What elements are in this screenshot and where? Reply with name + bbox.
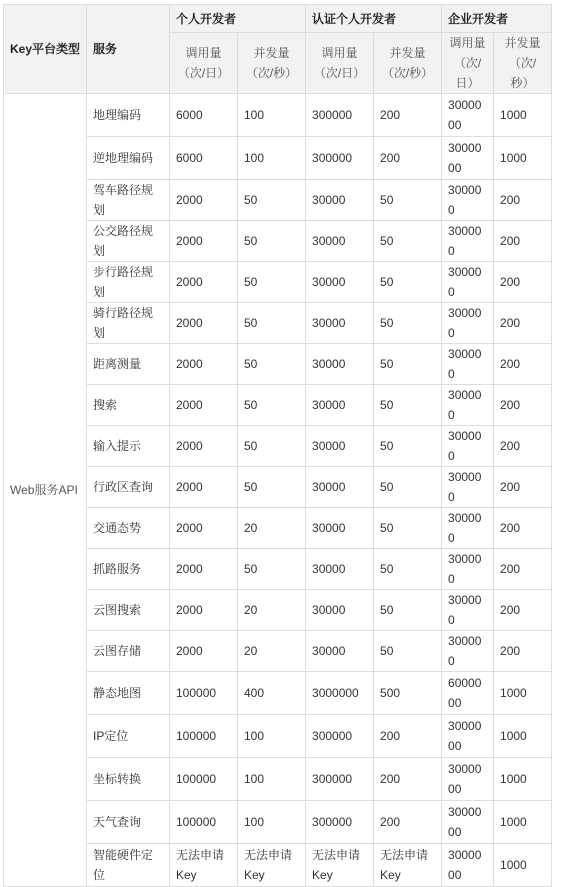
table-row xyxy=(4,549,552,590)
personal-calls-cell: 无法申请Key xyxy=(170,844,238,887)
certified-concurrency-cell: 200 xyxy=(374,137,442,180)
table-row xyxy=(4,801,552,844)
service-name-cell: 搜索 xyxy=(87,385,170,426)
enterprise-concurrency-cell: 1000 xyxy=(494,758,552,801)
enterprise-calls-cell: 300000 xyxy=(442,262,494,303)
table-row xyxy=(4,672,552,715)
certified-calls-cell: 无法申请Key xyxy=(306,844,374,887)
table-row xyxy=(4,180,552,221)
table-row xyxy=(4,631,552,672)
table-row xyxy=(4,137,552,180)
certified-calls-cell: 30000 xyxy=(306,549,374,590)
enterprise-calls-cell: 300000 xyxy=(442,467,494,508)
service-name-cell: 行政区查询 xyxy=(87,467,170,508)
enterprise-calls-cell: 3000000 xyxy=(442,844,494,887)
enterprise-calls-cell: 300000 xyxy=(442,303,494,344)
personal-calls-cell: 100000 xyxy=(170,715,238,758)
service-name-cell: 云图搜索 xyxy=(87,590,170,631)
enterprise-calls-cell: 300000 xyxy=(442,426,494,467)
quota-table-body xyxy=(4,94,552,887)
enterprise-calls-cell: 300000 xyxy=(442,180,494,221)
enterprise-calls-cell: 3000000 xyxy=(442,94,494,137)
enterprise-concurrency-cell: 200 xyxy=(494,631,552,672)
service-name-cell: 驾车路径规划 xyxy=(87,180,170,221)
personal-concurrency-cell: 50 xyxy=(238,426,306,467)
enterprise-concurrency-cell: 1000 xyxy=(494,137,552,180)
personal-concurrency-cell: 50 xyxy=(238,180,306,221)
certified-calls-cell: 3000000 xyxy=(306,672,374,715)
personal-concurrency-cell: 50 xyxy=(238,549,306,590)
personal-calls-cell: 2000 xyxy=(170,303,238,344)
table-row xyxy=(4,467,552,508)
certified-calls-cell: 30000 xyxy=(306,180,374,221)
personal-calls-cell: 2000 xyxy=(170,549,238,590)
table-row xyxy=(4,344,552,385)
personal-concurrency-cell: 50 xyxy=(238,303,306,344)
personal-concurrency-cell: 100 xyxy=(238,801,306,844)
certified-concurrency-cell: 50 xyxy=(374,508,442,549)
personal-concurrency-cell: 100 xyxy=(238,137,306,180)
personal-calls-cell: 6000 xyxy=(170,94,238,137)
enterprise-concurrency-cell: 200 xyxy=(494,262,552,303)
personal-concurrency-cell: 100 xyxy=(238,758,306,801)
table-row xyxy=(4,758,552,801)
enterprise-concurrency-cell: 200 xyxy=(494,426,552,467)
header-row-groups xyxy=(4,5,552,33)
personal-concurrency-cell: 100 xyxy=(238,715,306,758)
enterprise-concurrency-cell: 1000 xyxy=(494,844,552,887)
service-name-cell: 逆地理编码 xyxy=(87,137,170,180)
certified-concurrency-header: 并发量（次/秒） xyxy=(374,33,442,94)
personal-concurrency-cell: 无法申请Key xyxy=(238,844,306,887)
personal-calls-cell: 2000 xyxy=(170,631,238,672)
table-row xyxy=(4,221,552,262)
personal-calls-cell: 100000 xyxy=(170,758,238,801)
certified-concurrency-cell: 50 xyxy=(374,467,442,508)
service-column-header: 服务 xyxy=(87,5,170,94)
personal-concurrency-header: 并发量（次/秒） xyxy=(238,33,306,94)
personal-concurrency-cell: 100 xyxy=(238,94,306,137)
certified-calls-cell: 300000 xyxy=(306,801,374,844)
personal-concurrency-cell: 50 xyxy=(238,467,306,508)
personal-concurrency-cell: 50 xyxy=(238,262,306,303)
enterprise-concurrency-cell: 200 xyxy=(494,180,552,221)
service-name-cell: 交通态势 xyxy=(87,508,170,549)
table-row xyxy=(4,715,552,758)
certified-calls-cell: 30000 xyxy=(306,344,374,385)
table-row xyxy=(4,590,552,631)
table-row xyxy=(4,844,552,887)
enterprise-calls-cell: 300000 xyxy=(442,385,494,426)
enterprise-calls-header: 调用量（次/日） xyxy=(442,33,494,94)
group-header-personal: 个人开发者 xyxy=(170,5,306,33)
personal-calls-cell: 2000 xyxy=(170,344,238,385)
table-row xyxy=(4,426,552,467)
platform-cell: Web服务API xyxy=(4,94,87,887)
service-name-cell: 抓路服务 xyxy=(87,549,170,590)
certified-concurrency-cell: 50 xyxy=(374,221,442,262)
certified-concurrency-cell: 200 xyxy=(374,801,442,844)
certified-concurrency-cell: 50 xyxy=(374,426,442,467)
service-name-cell: 输入提示 xyxy=(87,426,170,467)
personal-calls-cell: 100000 xyxy=(170,672,238,715)
enterprise-calls-cell: 3000000 xyxy=(442,758,494,801)
certified-concurrency-cell: 200 xyxy=(374,758,442,801)
certified-calls-cell: 30000 xyxy=(306,590,374,631)
certified-concurrency-cell: 50 xyxy=(374,303,442,344)
enterprise-concurrency-cell: 200 xyxy=(494,344,552,385)
enterprise-calls-cell: 300000 xyxy=(442,508,494,549)
enterprise-concurrency-header: 并发量（次/秒） xyxy=(494,33,552,94)
personal-calls-cell: 2000 xyxy=(170,180,238,221)
certified-calls-cell: 30000 xyxy=(306,467,374,508)
enterprise-concurrency-cell: 200 xyxy=(494,467,552,508)
service-name-cell: IP定位 xyxy=(87,715,170,758)
personal-calls-cell: 2000 xyxy=(170,508,238,549)
certified-concurrency-cell: 200 xyxy=(374,715,442,758)
certified-calls-cell: 30000 xyxy=(306,631,374,672)
group-header-enterprise: 企业开发者 xyxy=(442,5,552,33)
enterprise-concurrency-cell: 1000 xyxy=(494,672,552,715)
enterprise-concurrency-cell: 200 xyxy=(494,385,552,426)
certified-calls-cell: 30000 xyxy=(306,221,374,262)
certified-calls-cell: 300000 xyxy=(306,94,374,137)
personal-concurrency-cell: 400 xyxy=(238,672,306,715)
enterprise-concurrency-cell: 200 xyxy=(494,303,552,344)
personal-calls-cell: 6000 xyxy=(170,137,238,180)
certified-calls-cell: 30000 xyxy=(306,508,374,549)
table-row xyxy=(4,94,552,137)
personal-calls-cell: 2000 xyxy=(170,385,238,426)
enterprise-calls-cell: 300000 xyxy=(442,590,494,631)
certified-concurrency-cell: 500 xyxy=(374,672,442,715)
certified-concurrency-cell: 50 xyxy=(374,549,442,590)
certified-calls-cell: 300000 xyxy=(306,715,374,758)
table-row xyxy=(4,303,552,344)
personal-concurrency-cell: 50 xyxy=(238,221,306,262)
enterprise-concurrency-cell: 1000 xyxy=(494,94,552,137)
certified-concurrency-cell: 50 xyxy=(374,590,442,631)
enterprise-concurrency-cell: 1000 xyxy=(494,801,552,844)
certified-calls-cell: 30000 xyxy=(306,426,374,467)
service-name-cell: 智能硬件定位 xyxy=(87,844,170,887)
service-name-cell: 坐标转换 xyxy=(87,758,170,801)
personal-concurrency-cell: 20 xyxy=(238,590,306,631)
service-name-cell: 静态地图 xyxy=(87,672,170,715)
personal-calls-cell: 2000 xyxy=(170,590,238,631)
personal-concurrency-cell: 50 xyxy=(238,385,306,426)
personal-concurrency-cell: 20 xyxy=(238,508,306,549)
enterprise-concurrency-cell: 200 xyxy=(494,590,552,631)
personal-concurrency-cell: 20 xyxy=(238,631,306,672)
certified-calls-cell: 30000 xyxy=(306,262,374,303)
enterprise-calls-cell: 6000000 xyxy=(442,672,494,715)
enterprise-calls-cell: 300000 xyxy=(442,344,494,385)
service-name-cell: 步行路径规划 xyxy=(87,262,170,303)
service-name-cell: 骑行路径规划 xyxy=(87,303,170,344)
certified-calls-cell: 300000 xyxy=(306,758,374,801)
enterprise-calls-cell: 300000 xyxy=(442,221,494,262)
certified-concurrency-cell: 50 xyxy=(374,262,442,303)
enterprise-calls-cell: 3000000 xyxy=(442,801,494,844)
enterprise-calls-cell: 3000000 xyxy=(442,715,494,758)
certified-concurrency-cell: 50 xyxy=(374,344,442,385)
certified-calls-cell: 30000 xyxy=(306,303,374,344)
personal-concurrency-cell: 50 xyxy=(238,344,306,385)
personal-calls-cell: 2000 xyxy=(170,426,238,467)
enterprise-calls-cell: 300000 xyxy=(442,549,494,590)
enterprise-calls-cell: 300000 xyxy=(442,631,494,672)
enterprise-concurrency-cell: 1000 xyxy=(494,715,552,758)
personal-calls-cell: 2000 xyxy=(170,221,238,262)
certified-concurrency-cell: 50 xyxy=(374,631,442,672)
certified-concurrency-cell: 50 xyxy=(374,180,442,221)
service-name-cell: 云图存储 xyxy=(87,631,170,672)
table-row xyxy=(4,508,552,549)
personal-calls-header: 调用量（次/日） xyxy=(170,33,238,94)
personal-calls-cell: 2000 xyxy=(170,262,238,303)
personal-calls-cell: 2000 xyxy=(170,467,238,508)
personal-calls-cell: 100000 xyxy=(170,801,238,844)
service-name-cell: 天气查询 xyxy=(87,801,170,844)
platform-column-header: Key平台类型 xyxy=(4,5,87,94)
enterprise-concurrency-cell: 200 xyxy=(494,221,552,262)
enterprise-concurrency-cell: 200 xyxy=(494,549,552,590)
enterprise-calls-cell: 3000000 xyxy=(442,137,494,180)
enterprise-concurrency-cell: 200 xyxy=(494,508,552,549)
certified-concurrency-cell: 50 xyxy=(374,385,442,426)
service-name-cell: 距离测量 xyxy=(87,344,170,385)
certified-concurrency-cell: 200 xyxy=(374,94,442,137)
group-header-certified: 认证个人开发者 xyxy=(306,5,442,33)
certified-concurrency-cell: 无法申请Key xyxy=(374,844,442,887)
certified-calls-header: 调用量（次/日） xyxy=(306,33,374,94)
table-row xyxy=(4,385,552,426)
table-row xyxy=(4,262,552,303)
service-name-cell: 公交路径规划 xyxy=(87,221,170,262)
certified-calls-cell: 30000 xyxy=(306,385,374,426)
certified-calls-cell: 300000 xyxy=(306,137,374,180)
quota-table xyxy=(3,4,552,887)
service-name-cell: 地理编码 xyxy=(87,94,170,137)
